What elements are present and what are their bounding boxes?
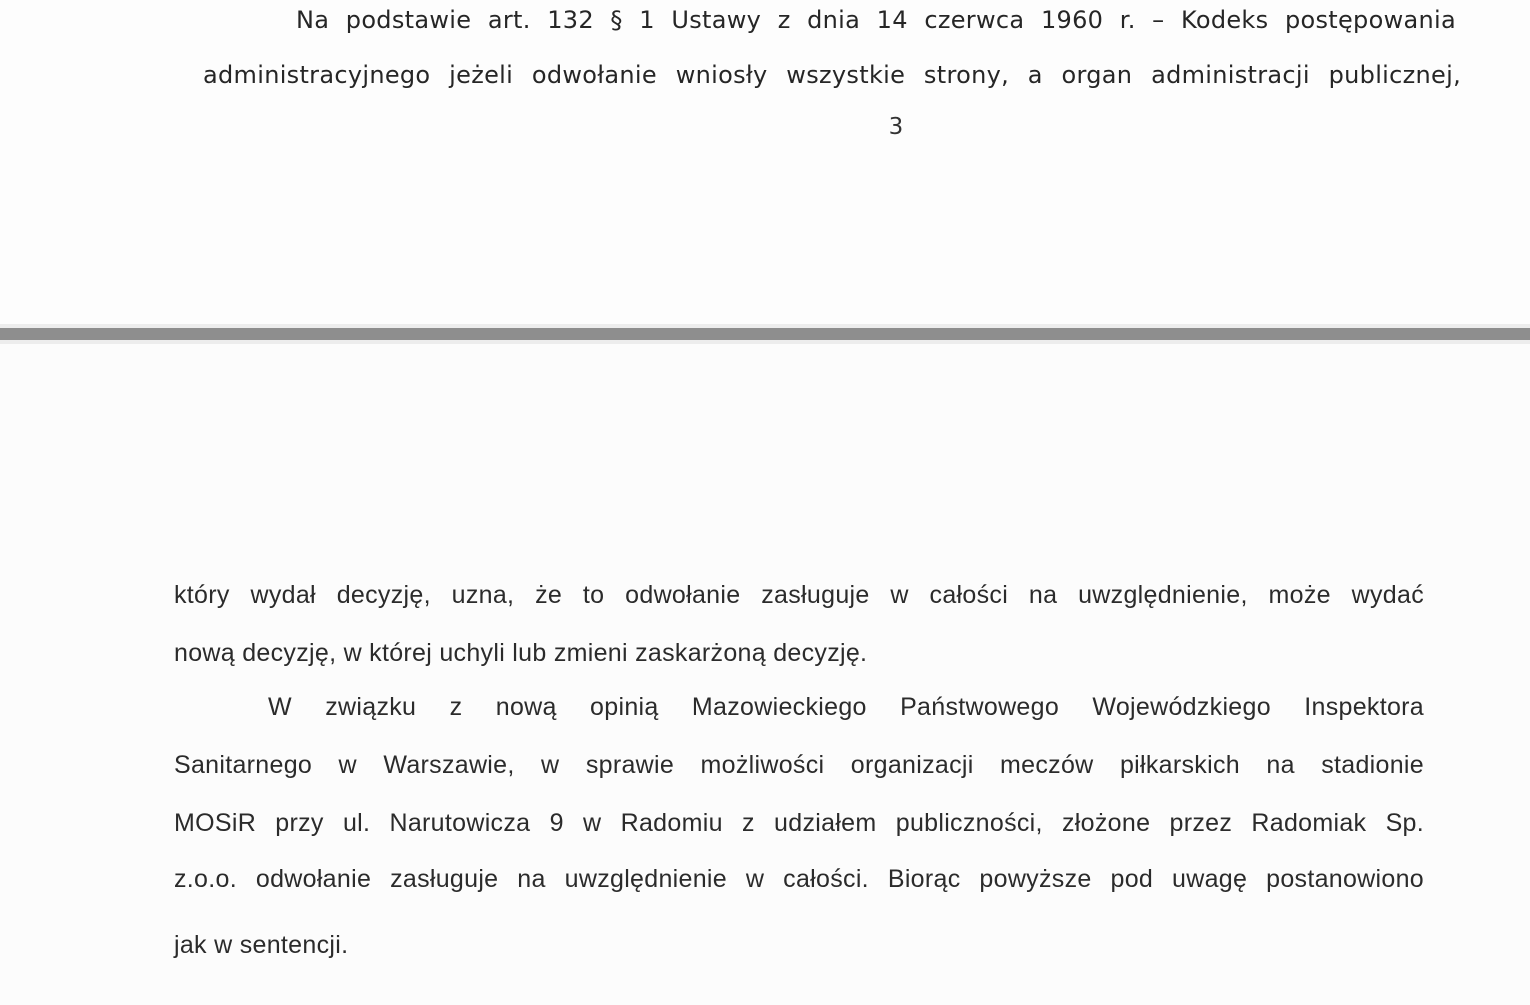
paragraph-line: nową decyzję, w której uchyli lub zmieni zaskarżoną decyzję. (174, 639, 868, 667)
paragraph-line: MOSiR przy ul. Narutowicza 9 w Radomiu z udziałem publiczności, złożone przez Radomiak Sp. (174, 809, 1424, 837)
paragraph-line: administracyjnego jeżeli odwołanie wniosły wszystkie strony, a organ administracji publicznej, (203, 61, 1461, 89)
paragraph-line: który wydał decyzję, uzna, że to odwołanie zasługuje w całości na uwzględnienie, może wydać (174, 581, 1424, 609)
page-number: 3 (888, 114, 904, 140)
paragraph-line: jak w sentencji. (174, 931, 349, 959)
paragraph-line: W związku z nową opinią Mazowieckiego Państwowego Wojewódzkiego Inspektora (268, 693, 1424, 721)
paragraph-line: z.o.o. odwołanie zasługuje na uwzględnienie w całości. Biorąc powyższe pod uwagę postanowiono (174, 865, 1424, 893)
paragraph-line: Na podstawie art. 132 § 1 Ustawy z dnia 14 czerwca 1960 r. – Kodeks postępowania (296, 6, 1456, 34)
document-page-bottom (0, 344, 1530, 1005)
document-page-top (0, 0, 1530, 324)
page-separator (0, 324, 1530, 344)
paragraph-line: Sanitarnego w Warszawie, w sprawie możliwości organizacji meczów piłkarskich na stadionie (174, 751, 1424, 779)
